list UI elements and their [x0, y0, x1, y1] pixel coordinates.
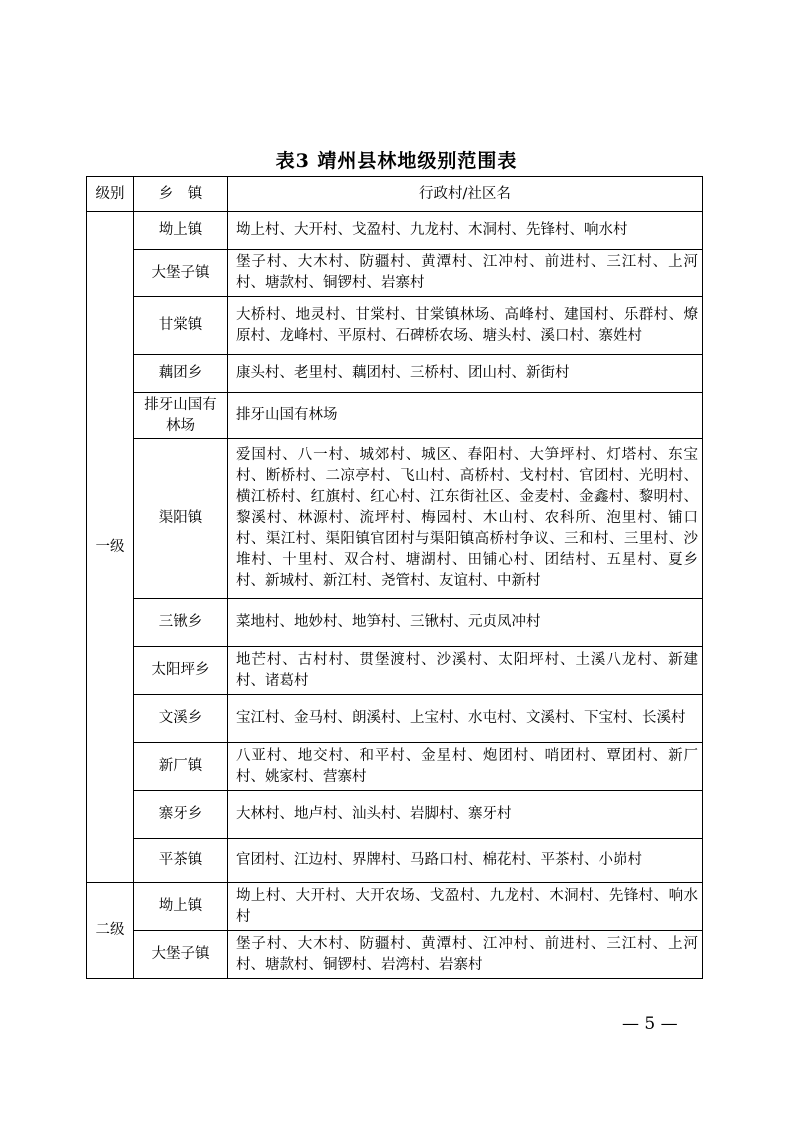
- town-cell: 平茶镇: [134, 839, 228, 883]
- town-cell: 三锹乡: [134, 599, 228, 647]
- table-row: [87, 297, 703, 355]
- header-level: 级别: [87, 177, 134, 212]
- villages-cell: 八亚村、地交村、和平村、金星村、炮团村、哨团村、覃团村、新厂村、姚家村、营寨村: [228, 743, 703, 791]
- town-cell: 藕团乡: [134, 355, 228, 393]
- villages-cell: 官团村、江边村、界牌村、马路口村、棉花村、平茶村、小峁村: [228, 839, 703, 883]
- villages-cell: 坳上村、大开村、大开农场、戈盈村、九龙村、木洞村、先锋村、响水村: [228, 883, 703, 931]
- level-cell: 二级: [87, 883, 134, 979]
- town-cell: 大堡子镇: [134, 250, 228, 297]
- town-cell: 新厂镇: [134, 743, 228, 791]
- villages-cell: 康头村、老里村、藕团村、三桥村、团山村、新街村: [228, 355, 703, 393]
- villages-cell: 大林村、地卢村、汕头村、岩脚村、寨牙村: [228, 791, 703, 839]
- page-number: — 5 —: [622, 1014, 678, 1034]
- town-cell: 坳上镇: [134, 212, 228, 250]
- header-town: 乡 镇: [134, 177, 228, 212]
- villages-cell: 坳上村、大开村、戈盈村、九龙村、木洞村、先锋村、响水村: [228, 212, 703, 250]
- villages-cell: 菜地村、地妙村、地笋村、三锹村、元贞凤冲村: [228, 599, 703, 647]
- table-row: [87, 647, 703, 695]
- town-cell: 文溪乡: [134, 695, 228, 743]
- villages-cell: 宝江村、金马村、朗溪村、上宝村、水屯村、文溪村、下宝村、长溪村: [228, 695, 703, 743]
- table-header-row: [87, 177, 703, 212]
- town-cell: 甘棠镇: [134, 297, 228, 355]
- table-row: [87, 250, 703, 297]
- table-row: [87, 439, 703, 599]
- table-row: [87, 883, 703, 931]
- town-cell: 渠阳镇: [134, 439, 228, 599]
- table-row: [87, 355, 703, 393]
- table-row: [87, 743, 703, 791]
- villages-cell: 地芒村、古村村、贯堡渡村、沙溪村、太阳坪村、土溪八龙村、新建村、诸葛村: [228, 647, 703, 695]
- table-title: 表3 靖州县林地级别范围表: [275, 150, 518, 172]
- table-row: [87, 791, 703, 839]
- villages-cell: 堡子村、大木村、防疆村、黄潭村、江冲村、前进村、三江村、上河村、塘款村、铜锣村、岩寨村: [228, 250, 703, 297]
- villages-cell: 爱国村、八一村、城郊村、城区、春阳村、大笋坪村、灯塔村、东宝村、断桥村、二凉亭村、飞山村、高桥村、戈村村、官团村、光明村、横江桥村、红旗村、红心村、江东街社区、金麦村、金鑫村、黎明村、黎溪村、林源村、流坪村、梅园村、木山村、农科所、泡里村、铺口村、渠江村、渠阳镇官团村与渠阳镇高桥村争议、三和村、三里村、沙堆村、十里村、双合村、塘湖村、田铺心村、团结村、五星村、夏乡村、新城村、新江村、尧管村、友谊村、中新村: [228, 439, 703, 599]
- table-row: [87, 393, 703, 439]
- town-cell: 寨牙乡: [134, 791, 228, 839]
- town-cell: 排牙山国有林场: [134, 393, 228, 439]
- table-row: [87, 931, 703, 979]
- town-cell: 太阳坪乡: [134, 647, 228, 695]
- header-villages: 行政村/社区名: [228, 177, 703, 212]
- table-row: [87, 212, 703, 250]
- table-row: [87, 599, 703, 647]
- table-row: [87, 839, 703, 883]
- forest-level-table: [86, 176, 703, 979]
- town-cell: 坳上镇: [134, 883, 228, 931]
- table-row: [87, 695, 703, 743]
- level-cell: 一级: [87, 212, 134, 883]
- villages-cell: 排牙山国有林场: [228, 393, 703, 439]
- town-cell: 大堡子镇: [134, 931, 228, 979]
- villages-cell: 大桥村、地灵村、甘棠村、甘棠镇林场、高峰村、建国村、乐群村、燎原村、龙峰村、平原村、石碑桥农场、塘头村、溪口村、寨姓村: [228, 297, 703, 355]
- villages-cell: 堡子村、大木村、防疆村、黄潭村、江冲村、前进村、三江村、上河村、塘款村、铜锣村、岩湾村、岩寨村: [228, 931, 703, 979]
